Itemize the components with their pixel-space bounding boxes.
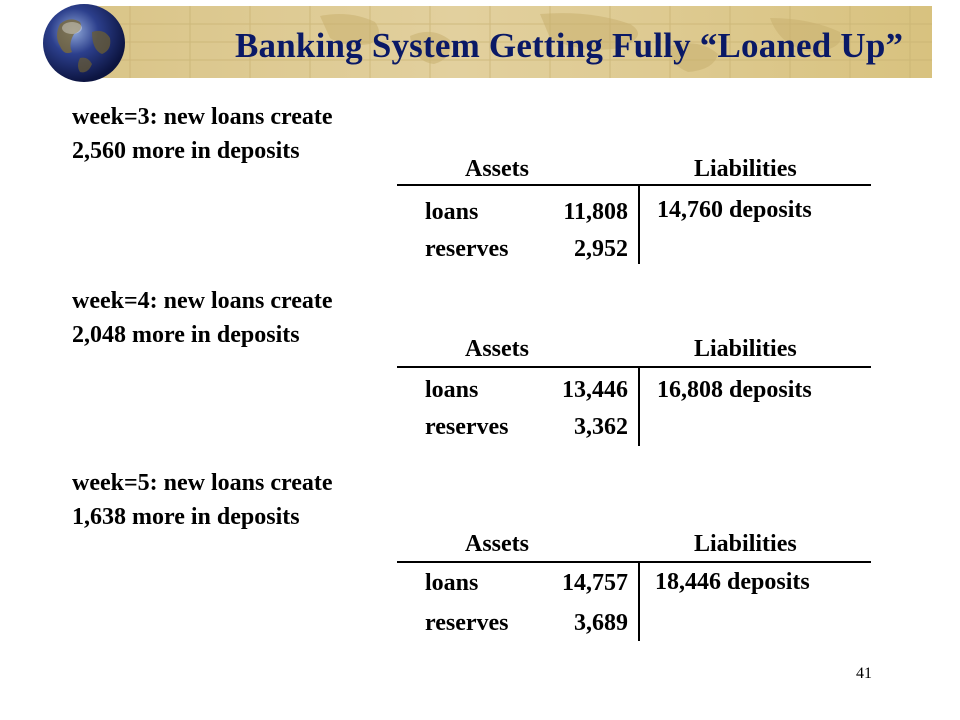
reserves-label: reserves bbox=[425, 414, 509, 440]
loans-value: 14,757 bbox=[562, 570, 628, 596]
loans-value: 13,446 bbox=[562, 377, 628, 403]
week-5-line-2: 1,638 more in deposits bbox=[72, 504, 300, 530]
loans-label: loans bbox=[425, 570, 479, 596]
deposits-value: 16,808 deposits bbox=[657, 377, 812, 403]
reserves-label: reserves bbox=[425, 236, 509, 262]
t-account-rule bbox=[397, 561, 871, 563]
t-account-rule bbox=[397, 366, 871, 368]
t-account-divider bbox=[638, 366, 640, 446]
reserves-value: 2,952 bbox=[574, 236, 628, 262]
loans-value: 11,808 bbox=[563, 199, 628, 225]
t-account-divider bbox=[638, 184, 640, 264]
globe-icon bbox=[40, 2, 128, 84]
week-3-line-1: week=3: new loans create bbox=[72, 104, 333, 130]
loans-label: loans bbox=[425, 377, 479, 403]
reserves-label: reserves bbox=[425, 610, 509, 636]
reserves-value: 3,362 bbox=[574, 414, 628, 440]
deposits-value: 14,760 deposits bbox=[657, 197, 812, 223]
assets-header: Assets bbox=[465, 531, 529, 557]
week-4-line-2: 2,048 more in deposits bbox=[72, 322, 300, 348]
deposits-value: 18,446 deposits bbox=[655, 569, 810, 595]
liabilities-header: Liabilities bbox=[694, 156, 797, 182]
reserves-value: 3,689 bbox=[574, 610, 628, 636]
page-number: 41 bbox=[856, 665, 872, 682]
week-5-line-1: week=5: new loans create bbox=[72, 470, 333, 496]
week-3-line-2: 2,560 more in deposits bbox=[72, 138, 300, 164]
page-title: Banking System Getting Fully “Loaned Up” bbox=[235, 26, 904, 65]
liabilities-header: Liabilities bbox=[694, 336, 797, 362]
title-banner bbox=[70, 6, 932, 78]
t-account-rule bbox=[397, 184, 871, 186]
liabilities-header: Liabilities bbox=[694, 531, 797, 557]
week-4-line-1: week=4: new loans create bbox=[72, 288, 333, 314]
loans-label: loans bbox=[425, 199, 479, 225]
assets-header: Assets bbox=[465, 336, 529, 362]
t-account-divider bbox=[638, 561, 640, 641]
assets-header: Assets bbox=[465, 156, 529, 182]
